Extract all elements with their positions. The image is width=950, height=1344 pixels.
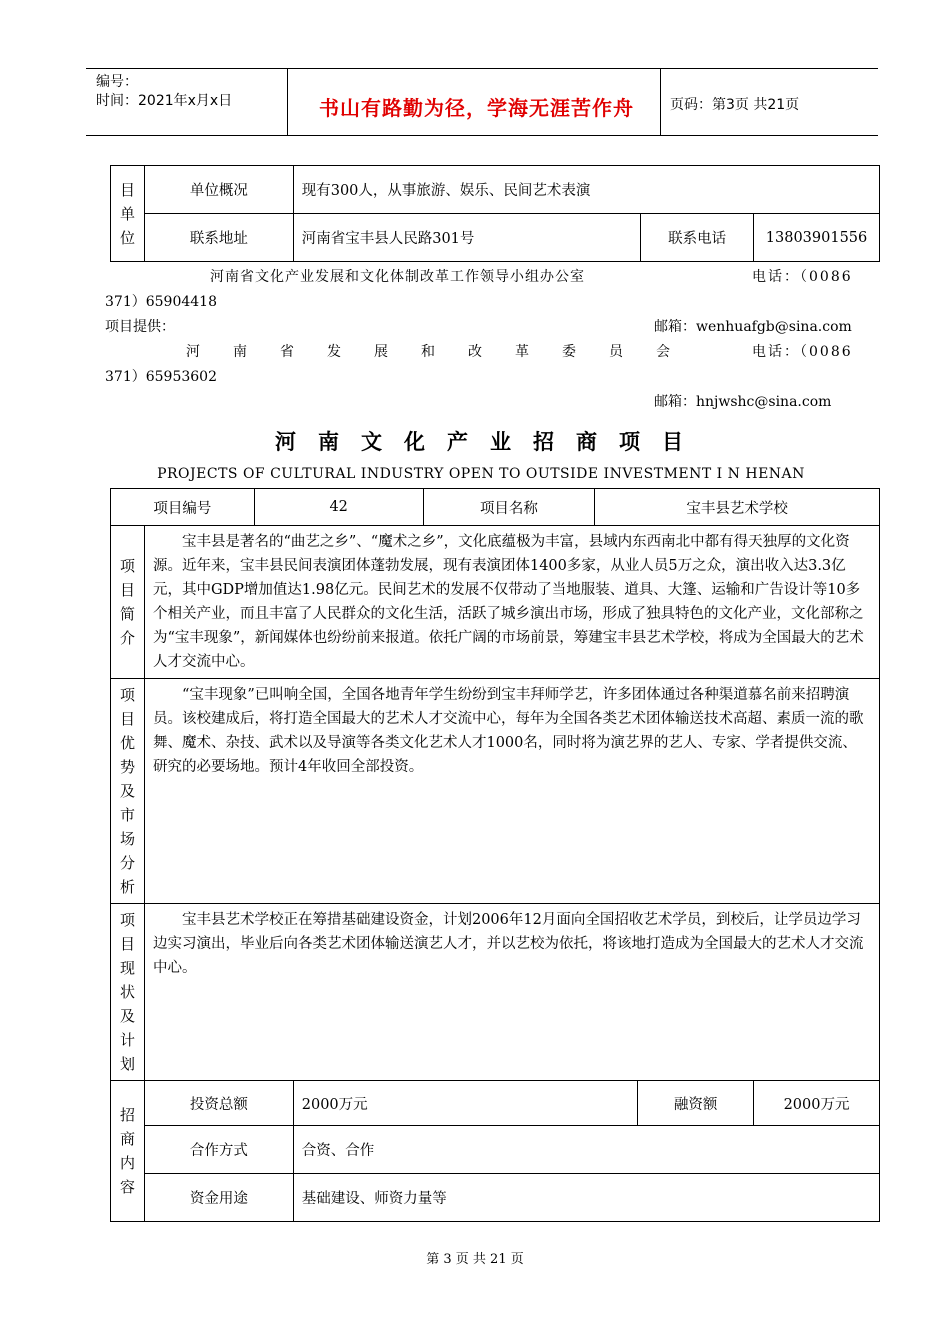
unit-overview-value: 现有300人，从事旅游、娱乐、民间艺术表演 <box>293 166 879 214</box>
side-char: 计 <box>119 1031 135 1049</box>
side-char: 析 <box>119 878 135 896</box>
header-time: 时间：2021年x月x日 <box>96 93 233 109</box>
header-divider-left <box>287 68 288 136</box>
unit-info-table <box>110 165 880 262</box>
header-code: 编号： <box>96 74 138 90</box>
office-phone: 电话：（0086 <box>752 269 853 285</box>
invest-total-value: 2000万元 <box>293 1081 637 1126</box>
side-char: 状 <box>119 983 135 1001</box>
financing-label: 融资额 <box>638 1081 754 1126</box>
project-name-label: 项目名称 <box>423 489 595 526</box>
commission-phone: 电话：（0086 <box>752 344 853 360</box>
side-char: 市 <box>119 806 135 824</box>
page-title: 河南文化产业招商项目 <box>275 429 705 454</box>
project-table <box>110 488 880 1222</box>
invest-side-label <box>111 1081 145 1222</box>
side-char: 单 <box>119 204 135 223</box>
commission-email: 邮箱：hnjwshc@sina.com <box>654 394 832 410</box>
side-char: 现 <box>119 959 135 977</box>
side-char: 位 <box>119 228 135 247</box>
header-divider-right <box>660 68 661 136</box>
project-name-value: 宝丰县艺术学校 <box>595 489 880 526</box>
use-label: 资金用途 <box>144 1174 293 1222</box>
office-phone-cont: 371）65904418 <box>105 294 217 310</box>
side-char: 划 <box>119 1055 135 1073</box>
phone-value: 13803901556 <box>754 214 880 262</box>
side-char: 项 <box>119 557 135 575</box>
status-text: 宝丰县艺术学校正在筹措基础建设资金，计划2006年12月面向全国招收艺术学员，到校后，让学员边学习边实习演出，毕业后向各类艺术团体输送演艺人才，并以艺校为依托，将该地打造成为全国最大的艺术人才交流中心。 <box>144 904 879 1081</box>
advantage-text: “宝丰现象”已叫响全国，全国各地青年学生纷纷到宝丰拜师学艺，许多团体通过各种渠道慕名前来招聘演员。该校建成后，将打造全国最大的艺术人才交流中心，每年为全国各类艺术团体输送技术高超、素质一流的歌舞、魔术、杂技、武术以及导演等各类文化艺术人才1000名，同时将为演艺界的艺人、专家、学者提供交流、研究的必要场地。预计4年收回全部投资。 <box>144 679 879 904</box>
side-char: 简 <box>119 605 135 623</box>
side-char: 分 <box>119 854 135 872</box>
side-char: 势 <box>119 758 135 776</box>
address-label: 联系地址 <box>144 214 293 262</box>
side-char: 场 <box>119 830 135 848</box>
side-char: 目 <box>119 935 135 953</box>
project-id-label: 项目编号 <box>111 489 255 526</box>
unit-side-label <box>111 166 145 262</box>
side-char: 及 <box>119 1007 135 1025</box>
coop-label: 合作方式 <box>144 1126 293 1174</box>
office-name: 河南省文化产业发展和文化体制改革工作领导小组办公室 <box>210 269 585 285</box>
header-page-info: 页码：第3页 共21页 <box>670 97 800 113</box>
commission-name: 河南省发展和改革委员会 <box>186 344 703 360</box>
side-char: 项 <box>119 686 135 704</box>
header-motto: 书山有路勤为径，学海无涯苦作舟 <box>319 96 634 120</box>
advantage-side-label <box>111 679 145 904</box>
provider-label: 项目提供： <box>105 319 175 335</box>
unit-overview-label: 单位概况 <box>144 166 293 214</box>
address-value: 河南省宝丰县人民路301号 <box>293 214 640 262</box>
side-char: 商 <box>119 1130 135 1148</box>
page-footer: 第 3 页 共 21 页 <box>426 1252 524 1267</box>
side-char: 目 <box>119 180 135 199</box>
side-char: 介 <box>119 629 135 647</box>
intro-side-label <box>111 526 145 679</box>
side-char: 容 <box>119 1178 135 1196</box>
side-char: 项 <box>119 911 135 929</box>
page-subtitle: PROJECTS OF CULTURAL INDUSTRY OPEN TO OUTSIDE INVESTMENT I N HENAN <box>157 466 805 482</box>
side-char: 及 <box>119 782 135 800</box>
project-id-value: 42 <box>254 489 423 526</box>
side-char: 目 <box>119 581 135 599</box>
phone-label: 联系电话 <box>641 214 754 262</box>
side-char: 内 <box>119 1154 135 1172</box>
intro-text: 宝丰县是著名的“曲艺之乡”、“魔术之乡”，文化底蕴极为丰富，县域内东西南北中都有得天独厚的文化资源。近年来，宝丰县民间表演团体蓬勃发展，现有表演团体1400多家，从业人员5万之众，演出收入达3.3亿元，其中GDP增加值达1.98亿元。民间艺术的发展不仅带动了当地服装、道具、大篷、运输和广告设计等10多个相关产业，而且丰富了人民群众的文化生活，活跃了城乡演出市场，形成了独具特色的文化产业，文化部称之为“宝丰现象”，新闻媒体也纷纷前来报道。依托广阔的市场前景，筹建宝丰县艺术学校，将成为全国最大的艺术人才交流中心。 <box>144 526 879 679</box>
status-side-label <box>111 904 145 1081</box>
invest-total-label: 投资总额 <box>144 1081 293 1126</box>
office-email: 邮箱：wenhuafgb@sina.com <box>654 319 852 335</box>
header-bottom-rule <box>86 135 878 136</box>
coop-value: 合资、合作 <box>293 1126 879 1174</box>
commission-phone-cont: 371）65953602 <box>105 369 217 385</box>
financing-value: 2000万元 <box>754 1081 880 1126</box>
side-char: 招 <box>119 1106 135 1124</box>
use-value: 基础建设、师资力量等 <box>293 1174 879 1222</box>
side-char: 目 <box>119 710 135 728</box>
header-top-rule <box>86 68 878 69</box>
side-char: 优 <box>119 734 135 752</box>
